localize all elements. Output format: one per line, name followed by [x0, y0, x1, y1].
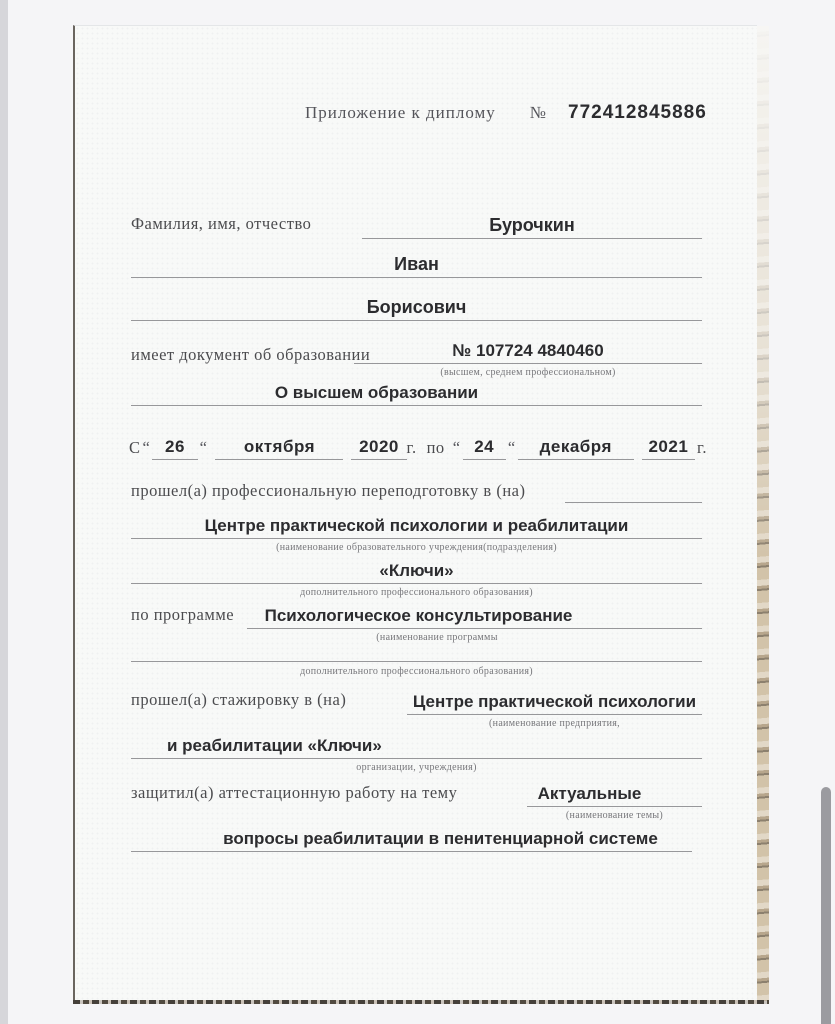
to-month-field: [518, 437, 634, 460]
thesis-hint: (наименование темы): [565, 810, 664, 821]
internship-hint-2: организации, учреждения): [356, 762, 477, 773]
retraining-label: прошел(а) профессиональную переподготовку в (на): [131, 481, 526, 500]
paper-bottom-edge: [73, 1000, 769, 1004]
retraining-hint-1: (наименование образовательного учреждения(подразделения): [276, 542, 557, 553]
from-month-value: октября: [243, 437, 316, 456]
from-year-value: 2020: [359, 437, 399, 456]
retraining-trailing-rule: [565, 481, 702, 503]
patronymic-value: Борисович: [366, 297, 467, 317]
retraining-org-line1: Центре практической психологии и реабилитации: [204, 516, 629, 535]
period-prefix: С: [129, 438, 141, 457]
surname-value: Бурочкин: [489, 215, 575, 235]
study-period-row: [129, 434, 707, 460]
thesis-field-1: [527, 779, 702, 807]
edu-doc-type-field: [131, 378, 702, 406]
edu-doc-number-field: [354, 333, 702, 364]
close-quote: “: [199, 438, 208, 457]
viewer-left-edge: [0, 0, 8, 1024]
thesis-label: защитил(а) аттестационную работу на тему: [131, 783, 458, 802]
internship-value-line1: Центре практической психологии: [412, 692, 697, 711]
open-quote-2: “: [452, 438, 461, 457]
from-day-field: [152, 437, 197, 460]
program-hint-1: (наименование программы: [376, 632, 498, 643]
to-year-suffix: г.: [696, 438, 708, 457]
from-day-value: 26: [165, 437, 185, 456]
thesis-value-line2: вопросы реабилитации в пенитенциарной системе: [223, 829, 658, 848]
edu-doc-type-value: О высшем образовании: [274, 383, 479, 402]
header-title: Приложение к диплому: [305, 103, 496, 122]
to-day-field: [463, 437, 506, 460]
internship-field-1: [407, 687, 702, 715]
internship-value-line2: и реабилитации «Ключи»: [167, 736, 382, 755]
from-year-suffix: г.: [406, 438, 417, 457]
to-year-field: [642, 437, 695, 460]
scrollbar-thumb[interactable]: [821, 787, 831, 1024]
retraining-org-field-1: [131, 510, 702, 539]
to-day-value: 24: [474, 437, 495, 456]
surname-field: [362, 204, 702, 239]
close-quote-2: “: [507, 438, 516, 457]
program-label: по программе: [131, 605, 235, 624]
internship-label: прошел(а) стажировку в (на): [131, 690, 347, 709]
open-quote: “: [142, 438, 151, 457]
document-header: [305, 102, 707, 124]
diploma-supplement-page: [73, 25, 757, 1001]
number-sign: №: [529, 103, 546, 122]
from-month-field: [215, 437, 343, 460]
thesis-field-2: [131, 826, 692, 852]
program-field: [247, 601, 702, 629]
first-name-field: [131, 243, 702, 278]
retraining-hint-2: дополнительного профессионального образования): [300, 587, 533, 598]
program-empty-rule: [131, 642, 702, 662]
internship-hint-1: (наименование предприятия,: [489, 718, 620, 729]
program-hint-2: дополнительного профессионального образования): [300, 666, 533, 677]
internship-field-2: [131, 734, 702, 759]
edu-doc-hint: (высшем, среднем профессиональном): [440, 367, 616, 378]
retraining-org-field-2: [131, 558, 702, 584]
from-year-field: [351, 437, 406, 460]
diploma-number: 772412845886: [568, 102, 707, 123]
period-to-label: по: [426, 438, 445, 457]
first-name-value: Иван: [394, 254, 439, 274]
thesis-value-line1: Актуальные: [537, 784, 642, 803]
name-label: Фамилия, имя, отчество: [131, 214, 312, 233]
retraining-org-line2: «Ключи»: [379, 561, 454, 580]
paper-torn-edge: [757, 26, 769, 1001]
patronymic-field: [131, 286, 702, 321]
program-value: Психологическое консультирование: [264, 606, 573, 625]
to-year-value: 2021: [648, 437, 689, 456]
to-month-value: декабря: [539, 437, 612, 456]
edu-doc-number-value: № 107724 4840460: [452, 341, 604, 360]
edu-doc-label: имеет документ об образовании: [131, 345, 371, 364]
